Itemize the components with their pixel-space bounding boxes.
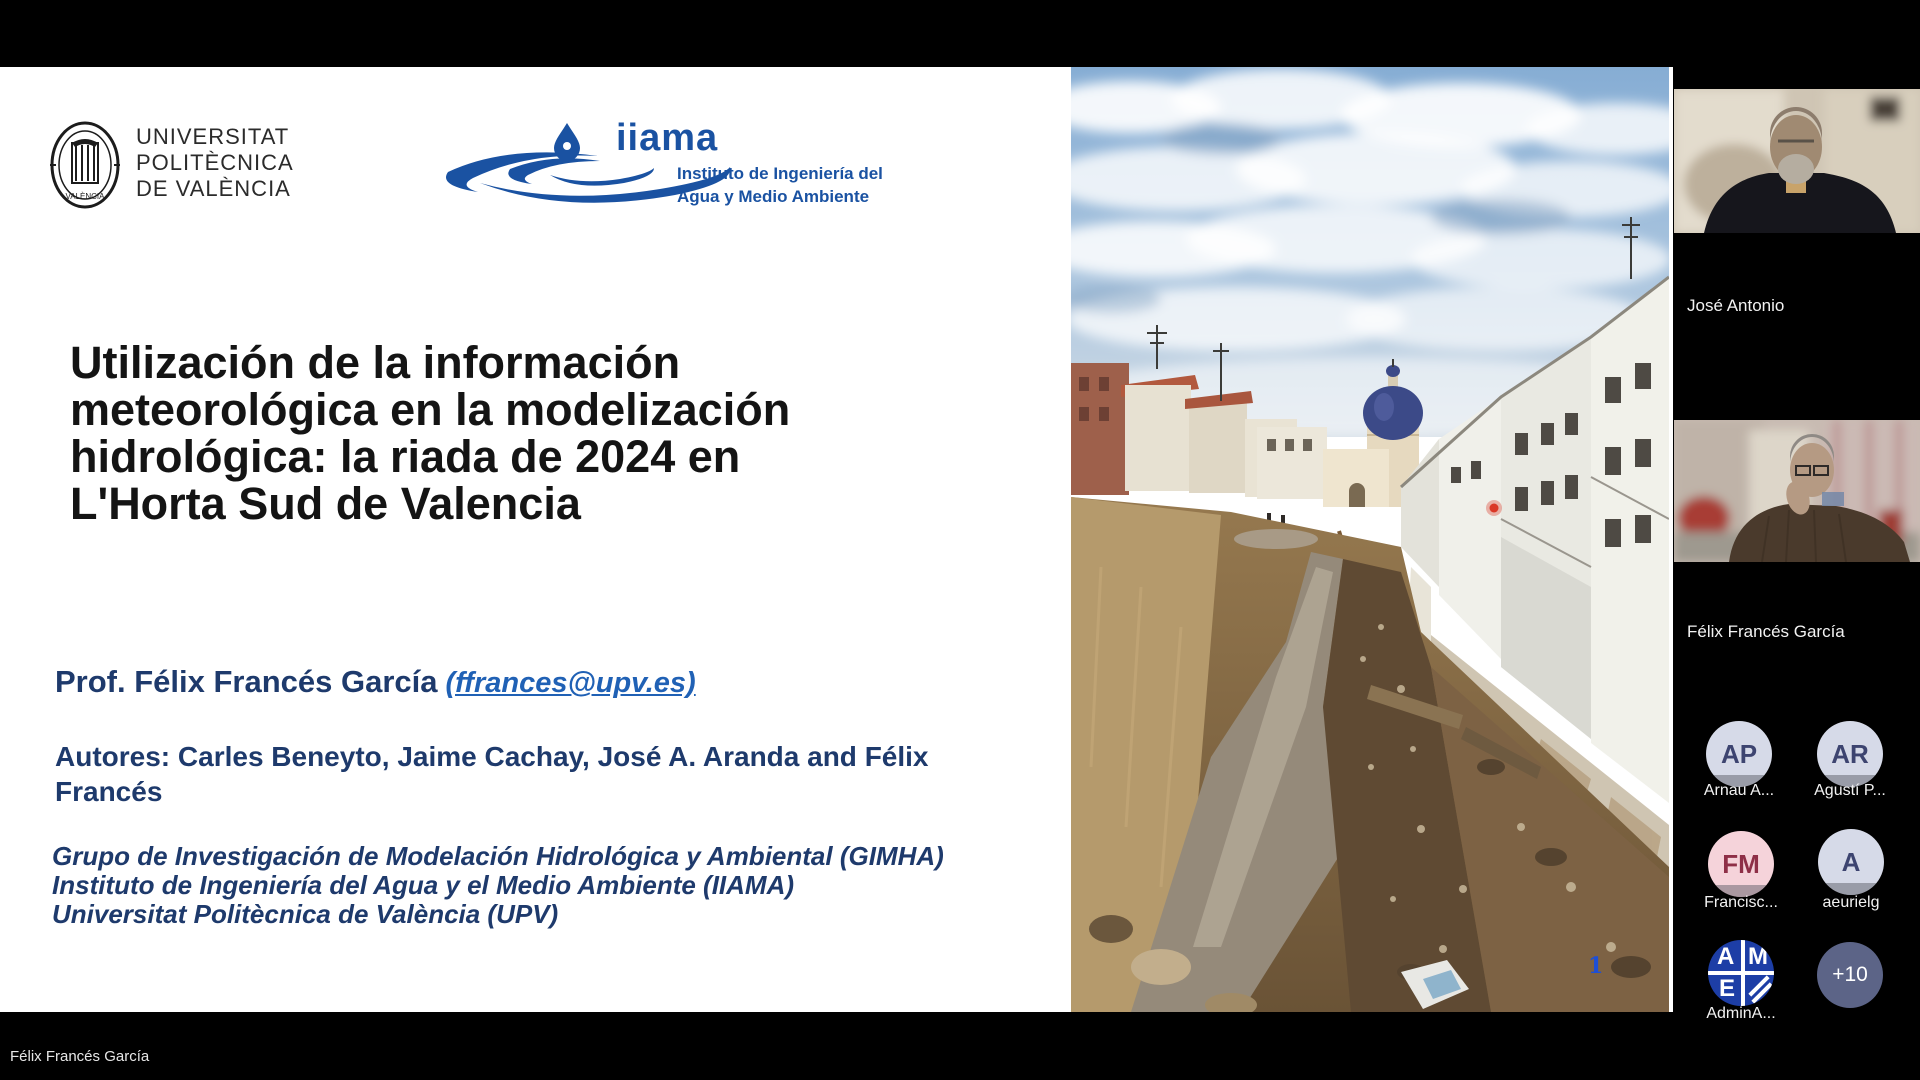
participant-avatar-ap[interactable] [1706,721,1772,787]
upv-seal-logo [46,117,124,213]
participant-name-jose-antonio: José Antonio [1687,296,1785,315]
participant-name-admina: AdminA... [1706,1005,1776,1022]
upv-line-3: DE VALÈNCIA [136,176,291,201]
participant-name-aeurielg: aeurielg [1822,894,1880,911]
presenter-name: Prof. Félix Francés García [55,664,438,699]
participant-avatar-fm[interactable] [1708,831,1774,897]
video-frame-jose [1674,89,1920,233]
overflow-count: +10 [1832,963,1868,986]
ame-letter-m: M [1748,943,1768,970]
upv-line-1: UNIVERSITAT [136,124,290,149]
title-line-2: meteorológica en la modelización [70,384,791,435]
presenter-email-link[interactable]: (ffrances@upv.es) [445,667,696,699]
participant-name-francisc: Francisc... [1704,894,1778,911]
avatar-initials-fm: FM [1722,848,1760,879]
iiama-subtitle-line-2: Agua y Medio Ambiente [677,187,870,206]
affiliation-line-2: Instituto de Ingeniería del Agua y el Medio Ambiente (IIAMA) [52,870,795,900]
ame-logo-line [1708,971,1774,975]
participant-video-jose-antonio[interactable] [1674,89,1920,233]
upv-line-2: POLITÈCNICA [136,150,294,175]
participant-avatar-ar[interactable] [1817,721,1883,787]
participant-avatar-a[interactable] [1818,829,1884,895]
slide-title [70,339,790,527]
video-frame-felix [1674,420,1920,562]
participant-name-agusti: Agustí P... [1814,782,1886,799]
title-line-4: L'Horta Sud de Valencia [70,478,581,529]
affiliation-line-1: Grupo de Investigación de Modelación Hidrológica y Ambiental (GIMHA) [52,841,944,871]
overflow-participants-badge[interactable] [1817,942,1883,1008]
participant-name-arnau: Arnau A... [1703,782,1775,799]
avatar-initials-ap: AP [1720,738,1758,769]
flood-photo [1071,67,1669,1012]
shared-slide [0,67,1673,1012]
pointer-annotation: 1 [1588,953,1604,979]
avatar-initials-a: A [1841,846,1861,877]
participant-avatar-ame-logo[interactable] [1708,940,1774,1006]
iiama-subtitle [677,162,883,208]
avatar-initials-ar: AR [1831,738,1869,769]
participant-video-felix-frances[interactable] [1674,420,1920,562]
ame-letter-a: A [1717,943,1735,970]
authors-line: Autores: Carles Beneyto, Jaime Cachay, José A. Aranda and Félix Francés [55,741,929,807]
ame-letter-e: E [1719,975,1736,1002]
affiliations [52,842,944,929]
svg-text:VALÈNCIA: VALÈNCIA [65,192,105,201]
participant-name-felix-frances: Félix Francés García [1687,622,1845,641]
screen-share-presenter-label: Félix Francés García [10,1048,150,1065]
upv-wordmark [136,124,294,202]
title-line-3: hidrológica: la riada de 2024 en [70,431,741,482]
iiama-wordmark: iiama [616,117,719,159]
affiliation-line-3: Universitat Politècnica de València (UPV) [52,899,559,929]
iiama-subtitle-line-1: Instituto de Ingeniería del [677,164,883,183]
presenter-line [55,664,696,700]
title-line-1: Utilización de la información [70,337,681,388]
